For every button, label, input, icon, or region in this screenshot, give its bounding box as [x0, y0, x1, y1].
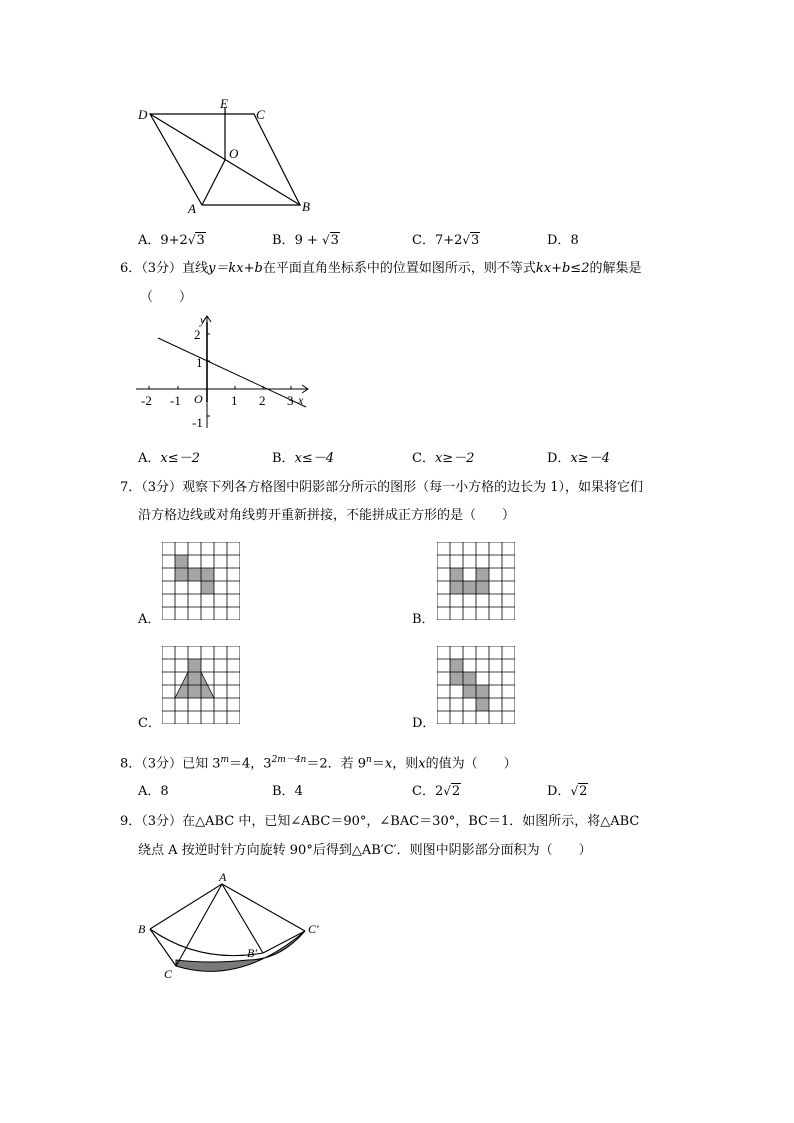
svg-text:1: 1 — [196, 355, 203, 370]
svg-text:-1: -1 — [170, 393, 181, 408]
q8-option-d[interactable]: D．√2 — [547, 784, 588, 799]
svg-text:B′: B′ — [247, 946, 257, 960]
q5-option-d[interactable]: D．8 — [547, 233, 579, 248]
svg-text:2: 2 — [194, 327, 201, 342]
q7-label-a: A． — [138, 612, 161, 627]
q5-label-c: C — [256, 107, 265, 122]
q8-option-b[interactable]: B．4 — [272, 784, 303, 799]
q5-option-b[interactable]: B．9 + √3 — [272, 233, 339, 248]
q6-question-line: 6．（3分）直线y＝kx+b在平面直角坐标系中的位置如图所示，则不等式kx+b≤2的解集是 — [120, 261, 642, 276]
q6-answer-paren: （ ） — [140, 290, 193, 305]
q9-question-line1: 9．（3分）在△ABC 中，已知∠ABC＝90°，∠BAC＝30°，BC＝1．如图所示，将△ABC — [120, 814, 640, 829]
q7-label-b: B． — [412, 612, 435, 627]
q6-option-b[interactable]: B．x≤－4 — [272, 451, 335, 466]
svg-text:1: 1 — [231, 393, 238, 408]
svg-text:y: y — [200, 313, 206, 327]
q9-question-line2: 绕点 A 按逆时针方向旋转 90°后得到△AB′C′．则图中阴影部分面积为（ ） — [138, 843, 592, 858]
svg-text:-2: -2 — [141, 393, 152, 408]
svg-text:2: 2 — [259, 393, 266, 408]
svg-text:B: B — [138, 922, 146, 936]
q6-option-c[interactable]: C．x≥－2 — [412, 451, 475, 466]
q7-label-d: D． — [412, 716, 436, 731]
q7-grid-c[interactable] — [162, 646, 240, 724]
svg-text:C′: C′ — [308, 922, 319, 936]
svg-text:-1: -1 — [192, 415, 203, 430]
q6-option-a[interactable]: A．x≤－2 — [138, 451, 200, 466]
q9-rotation-figure — [130, 868, 330, 983]
q7-grid-a[interactable] — [162, 542, 240, 620]
svg-text:x: x — [298, 393, 304, 407]
q7-question-line1: 7．（3分）观察下列各方格图中阴影部分所示的图形（每一小方格的边长为 1），如果将它们 — [120, 480, 643, 495]
q5-label-b: B — [302, 199, 310, 214]
q8-question-line: 8．（3分）已知 $3^m=4$，$3^{2m-4n}=2$．若 $9^n=x$，则x的值为（ ） — [120, 755, 517, 772]
svg-text:C: C — [164, 967, 173, 981]
q5-option-c[interactable]: C．7+2√3 — [412, 233, 480, 248]
q5-label-a: A — [188, 201, 196, 215]
q8-option-a[interactable]: A．8 — [138, 784, 169, 799]
q5-label-e: E — [220, 96, 228, 111]
q6-coordinate-graph — [130, 310, 320, 435]
q5-option-a[interactable]: A．9+2√3 — [138, 233, 205, 248]
q6-option-d[interactable]: D．x≥－4 — [547, 451, 610, 466]
svg-text:O: O — [194, 392, 203, 406]
svg-text:3: 3 — [287, 393, 294, 408]
q5-label-d: D — [138, 107, 148, 122]
q9-shaded-region — [176, 931, 305, 971]
q8-option-c[interactable]: C．2√2 — [412, 784, 461, 799]
svg-text:A: A — [219, 870, 227, 884]
q7-grid-b[interactable] — [437, 542, 515, 620]
q7-grid-d[interactable] — [437, 646, 515, 724]
q7-question-line2: 沿方格边线或对角线剪开重新拼接，不能拼成正方形的是（ ） — [138, 508, 516, 523]
q5-parallelogram-figure — [130, 95, 330, 215]
q5-label-o: O — [229, 146, 239, 161]
q7-label-c: C． — [138, 716, 161, 731]
